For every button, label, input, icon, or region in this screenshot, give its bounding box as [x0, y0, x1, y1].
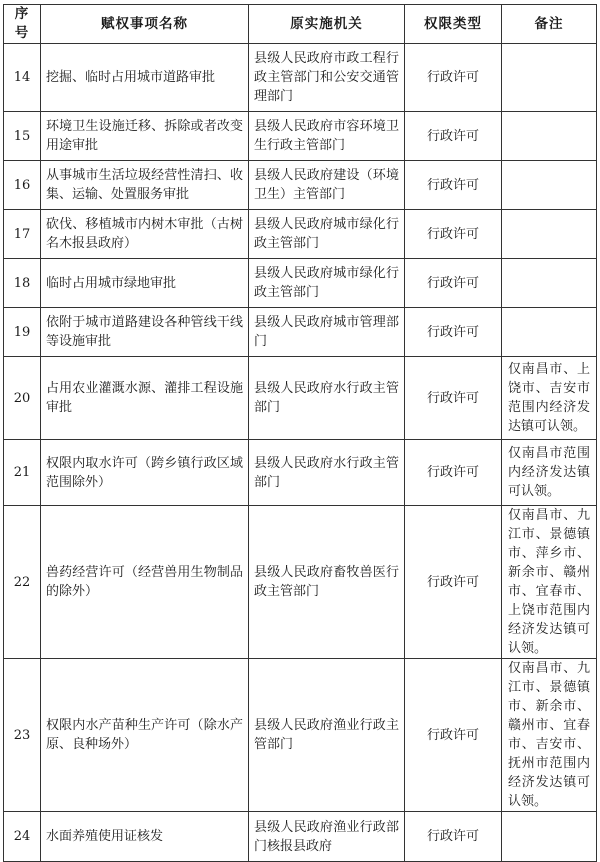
- row-dept: 县级人民政府渔业行政主管部门: [249, 659, 405, 812]
- row-dept: 县级人民政府市容环境卫生行政主管部门: [249, 112, 405, 161]
- row-dept: 县级人民政府渔业行政部门核报县政府: [249, 812, 405, 862]
- row-name: 砍伐、移植城市内树木审批（古树名木报县政府）: [41, 210, 249, 259]
- row-num: 16: [4, 161, 41, 210]
- row-name: 权限内水产苗种生产许可（除水产原、良种场外）: [41, 659, 249, 812]
- row-dept: 县级人民政府城市绿化行政主管部门: [249, 210, 405, 259]
- table-row: [4, 112, 597, 161]
- row-num: 23: [4, 659, 41, 812]
- table-row: [4, 812, 597, 862]
- row-note: 仅南昌市范围内经济发达镇可认领。: [502, 440, 597, 506]
- table-row: [4, 506, 597, 659]
- row-num: 19: [4, 308, 41, 357]
- row-type: 行政许可: [405, 259, 502, 308]
- header-name: 赋权事项名称: [41, 5, 249, 44]
- table-row: [4, 357, 597, 440]
- row-type: 行政许可: [405, 112, 502, 161]
- row-name: 依附于城市道路建设各种管线干线等设施审批: [41, 308, 249, 357]
- table-row: [4, 161, 597, 210]
- row-type: 行政许可: [405, 357, 502, 440]
- row-dept: 县级人民政府城市管理部门: [249, 308, 405, 357]
- row-num: 24: [4, 812, 41, 862]
- row-note: [502, 112, 597, 161]
- row-name: 挖掘、临时占用城市道路审批: [41, 44, 249, 112]
- row-type: 行政许可: [405, 210, 502, 259]
- row-type: 行政许可: [405, 308, 502, 357]
- row-note: [502, 44, 597, 112]
- row-name: 环境卫生设施迁移、拆除或者改变用途审批: [41, 112, 249, 161]
- row-note: [502, 812, 597, 862]
- row-type: 行政许可: [405, 506, 502, 659]
- row-note: [502, 259, 597, 308]
- row-name: 占用农业灌溉水源、灌排工程设施审批: [41, 357, 249, 440]
- table-row: [4, 210, 597, 259]
- row-type: 行政许可: [405, 161, 502, 210]
- row-name: 权限内取水许可（跨乡镇行政区域范围除外）: [41, 440, 249, 506]
- header-row: [4, 5, 597, 44]
- row-num: 22: [4, 506, 41, 659]
- authority-table: [3, 4, 597, 862]
- row-note: [502, 210, 597, 259]
- row-dept: 县级人民政府水行政主管部门: [249, 357, 405, 440]
- row-note: 仅南昌市、九江市、景德镇市、新余市、赣州市、宜春市、吉安市、抚州市范围内经济发达镇可认领。: [502, 659, 597, 812]
- row-dept: 县级人民政府城市绿化行政主管部门: [249, 259, 405, 308]
- table-row: [4, 659, 597, 812]
- row-type: 行政许可: [405, 812, 502, 862]
- row-note: [502, 308, 597, 357]
- row-dept: 县级人民政府市政工程行政主管部门和公安交通管理部门: [249, 44, 405, 112]
- row-dept: 县级人民政府畜牧兽医行政主管部门: [249, 506, 405, 659]
- row-dept: 县级人民政府水行政主管部门: [249, 440, 405, 506]
- row-num: 21: [4, 440, 41, 506]
- row-type: 行政许可: [405, 44, 502, 112]
- row-dept: 县级人民政府建设（环境卫生）主管部门: [249, 161, 405, 210]
- header-type: 权限类型: [405, 5, 502, 44]
- table-row: [4, 44, 597, 112]
- row-num: 14: [4, 44, 41, 112]
- row-name: 水面养殖使用证核发: [41, 812, 249, 862]
- row-note: [502, 161, 597, 210]
- header-num: 序号: [4, 5, 41, 44]
- row-name: 从事城市生活垃圾经营性清扫、收集、运输、处置服务审批: [41, 161, 249, 210]
- row-name: 兽药经营许可（经营兽用生物制品的除外）: [41, 506, 249, 659]
- row-type: 行政许可: [405, 440, 502, 506]
- table-row: [4, 440, 597, 506]
- row-name: 临时占用城市绿地审批: [41, 259, 249, 308]
- row-note: 仅南昌市、上饶市、吉安市范围内经济发达镇可认领。: [502, 357, 597, 440]
- table-row: [4, 308, 597, 357]
- header-dept: 原实施机关: [249, 5, 405, 44]
- row-num: 18: [4, 259, 41, 308]
- row-num: 17: [4, 210, 41, 259]
- table-row: [4, 259, 597, 308]
- row-num: 20: [4, 357, 41, 440]
- header-note: 备注: [502, 5, 597, 44]
- row-num: 15: [4, 112, 41, 161]
- row-type: 行政许可: [405, 659, 502, 812]
- row-note: 仅南昌市、九江市、景德镇市、萍乡市、新余市、赣州市、宜春市、上饶市范围内经济发达镇可认领。: [502, 506, 597, 659]
